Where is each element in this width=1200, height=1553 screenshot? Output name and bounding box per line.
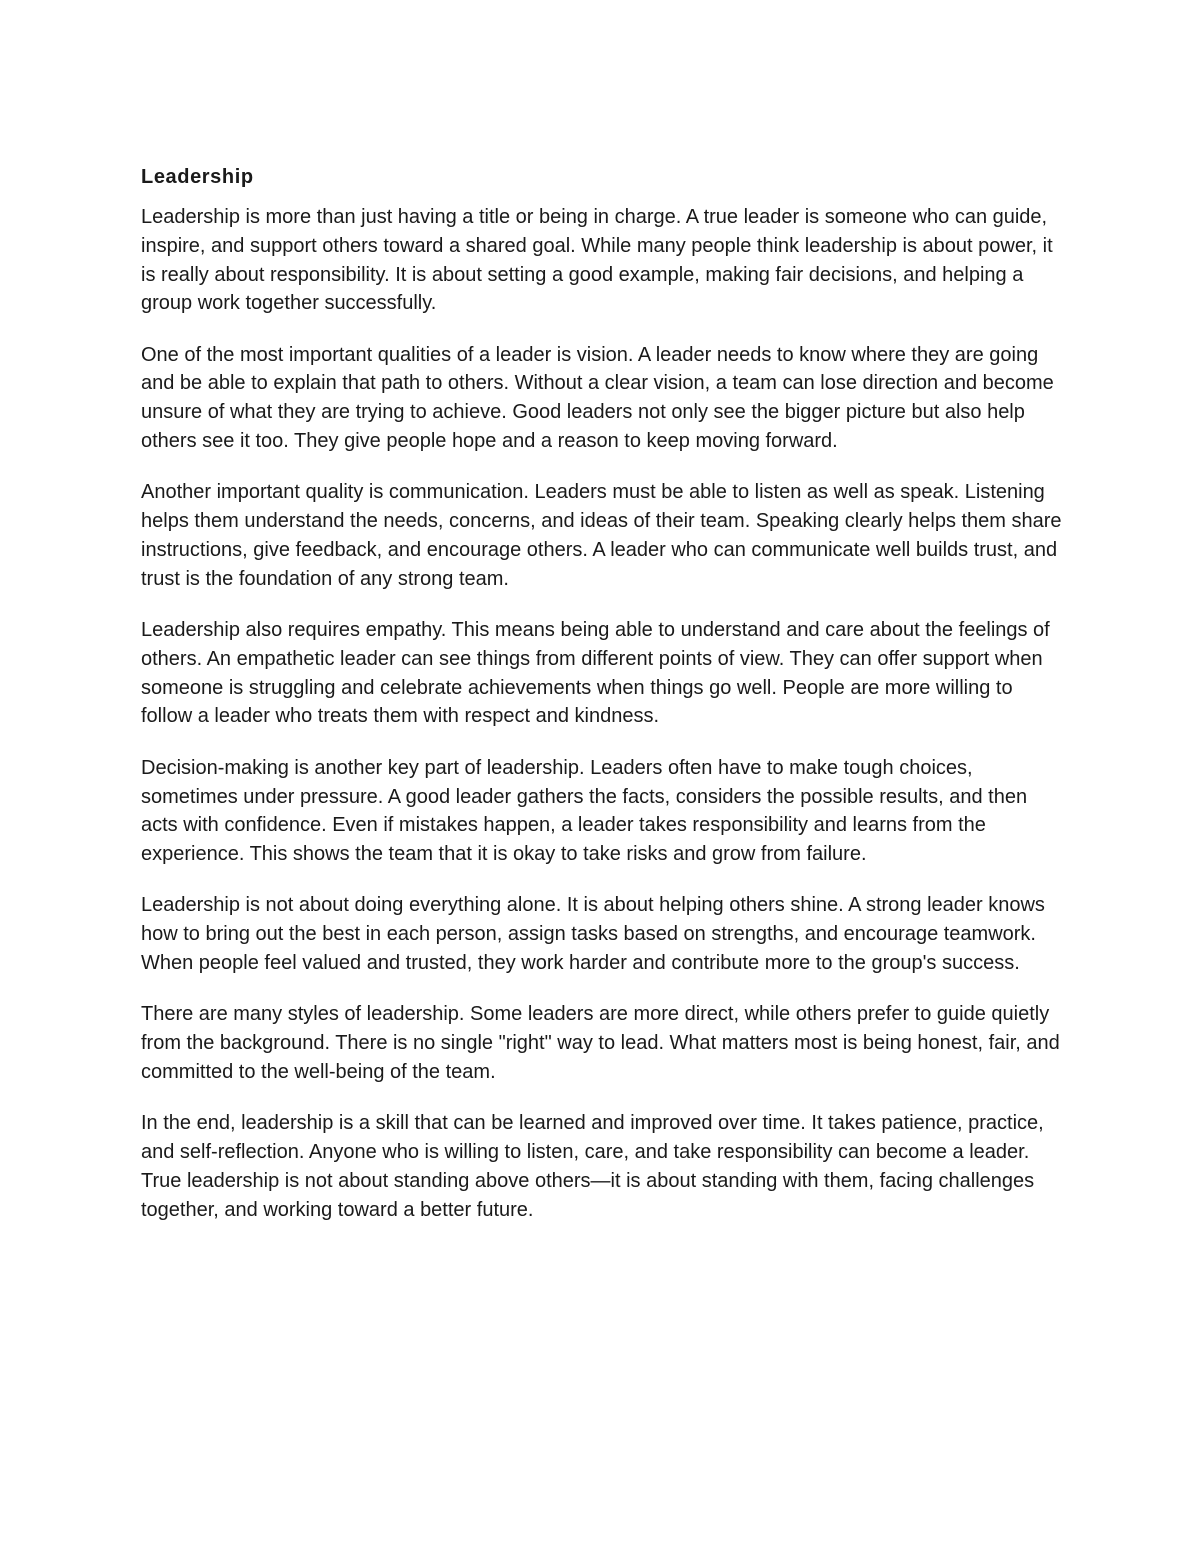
paragraph-styles: There are many styles of leadership. Some leaders are more direct, while others prefer to guide quietly from the background. There is no single "right" way to lead. What matters most is being honest, fair, and committed to the well-being of the team. [141,1003,1060,1083]
document-title: Leadership [141,166,254,188]
paragraph-decision-making: Decision-making is another key part of leadership. Leaders often have to make tough choices, sometimes under pressure. A good leader gathers the facts, considers the possible results, and then acts with confidence. Even if mistakes happen, a leader takes responsibility and learns from the experience. This shows the team that it is okay to take risks and grow from failure. [141,756,1028,866]
paragraph-intro: Leadership is more than just having a title or being in charge. A true leader is someone who can guide, inspire, and support others toward a shared goal. While many people think leadership is about power, it is really about responsibility. It is about setting a good example, making fair decisions, and helping a group work together successfully. [141,206,1053,315]
paragraph-conclusion: In the end, leadership is a skill that can be learned and improved over time. It takes patience, practice, and self-reflection. Anyone who is willing to listen, care, and take responsibility can become a leader. True leadership is not about standing above others—it is about standing with them, facing challenges together, and working toward a better future. [141,1112,1044,1221]
paragraph-communication: Another important quality is communication. Leaders must be able to listen as well as speak. Listening helps them understand the needs, concerns, and ideas of their team. Speaking clearly helps them share instructions, give feedback, and encourage others. A leader who can communicate well builds trust, and trust is the foundation of any strong team. [141,481,1062,590]
paragraph-teamwork: Leadership is not about doing everything alone. It is about helping others shine. A strong leader knows how to bring out the best in each person, assign tasks based on strengths, and encourage teamwork. When people feel valued and trusted, they work harder and contribute more to the group's success. [141,894,1045,975]
document-body [141,163,1066,1247]
paragraph-vision: One of the most important qualities of a leader is vision. A leader needs to know where they are going and be able to explain that path to others. Without a clear vision, a team can lose direction and become unsure of what they are trying to achieve. Good leaders not only see the bigger picture but also help others see it too. They give people hope and a reason to keep moving forward. [141,343,1054,453]
paragraph-empathy: Leadership also requires empathy. This means being able to understand and care about the feelings of others. An empathetic leader can see things from different points of view. They can offer support when someone is struggling and celebrate achievements when things go well. People are more willing to follow a leader who treats them with respect and kindness. [141,619,1050,728]
